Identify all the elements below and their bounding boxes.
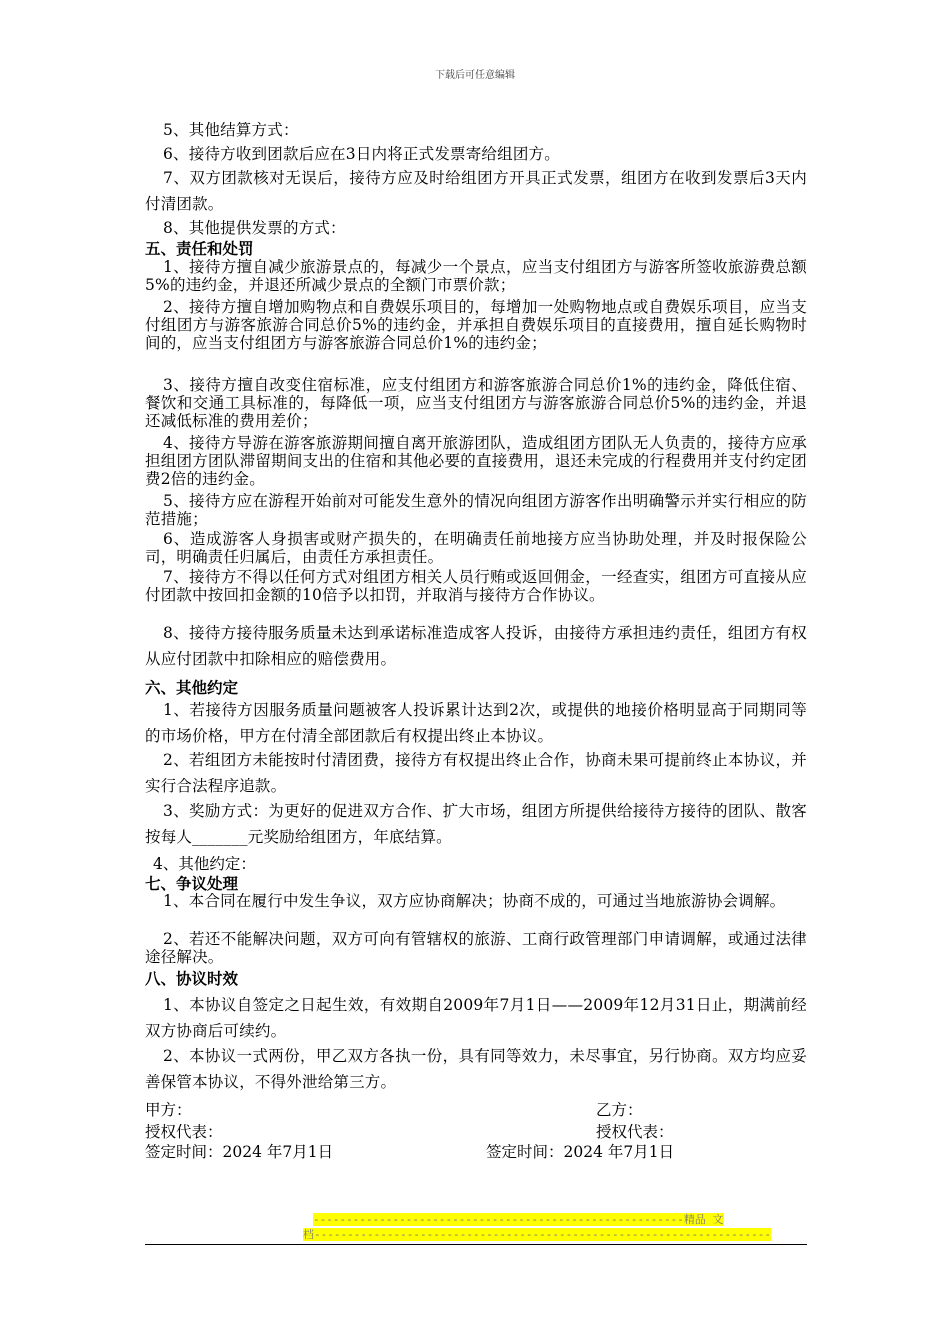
paragraph: 2、本协议一式两份，甲乙双方各执一份，具有同等效力，未尽事宜，另行协商。双方均应妥善保管本协议，不得外泄给第三方。: [145, 1047, 807, 1091]
paragraph: 2、接待方擅自增加购物点和自费娱乐项目的，每增加一处购物地点或自费娱乐项目，应当支付组团方与游客旅游合同总价5%的违约金，并承担自费娱乐项目的直接费用，擅自延长购物时间的，应当支付组团方与游客旅游合同总价1%的违约金；: [145, 298, 807, 352]
section-heading: 六、其他约定: [145, 679, 239, 697]
paragraph: 8、接待方接待服务质量未达到承诺标准造成客人投诉，由接待方承担违约责任，组团方有权从应付团款中扣除相应的赔偿费用。: [145, 624, 807, 668]
party-b-representative: 授权代表：: [596, 1123, 674, 1141]
footer-watermark-line2: 档---------------------------------------------------------------------: [303, 1228, 771, 1241]
paragraph: 5、其他结算方式：: [163, 121, 299, 139]
paragraph: 1、若接待方因服务质量问题被客人投诉累计达到2次，或提供的地接价格明显高于同期同等的市场价格，甲方在付清全部团款后有权提出终止本协议。: [145, 701, 807, 745]
paragraph: 2、若还不能解决问题，双方可向有管辖权的旅游、工商行政管理部门申请调解，或通过法律途径解决。: [145, 930, 807, 966]
paragraph: 1、本协议自签定之日起生效，有效期自2009年7月1日——2009年12月31日止，期满前经双方协商后可续约。: [145, 996, 807, 1040]
paragraph: 3、奖励方式：为更好的促进双方合作、扩大市场，组团方所提供给接待方接待的团队、散客按每人_______元奖励给组团方，年底结算。: [145, 802, 807, 846]
paragraph: 5、接待方应在游程开始前对可能发生意外的情况向组团方游客作出明确警示并实行相应的防范措施；: [145, 492, 807, 528]
paragraph: 7、双方团款核对无误后，接待方应及时给组团方开具正式发票，组团方在收到发票后3天内付清团款。: [145, 169, 807, 213]
page-header: 下载后可任意编辑: [435, 70, 515, 81]
footer-watermark-line1: --------------------------------------------------------精品 文: [313, 1213, 724, 1226]
party-b-label: 乙方：: [596, 1101, 643, 1119]
paragraph: 1、本合同在履行中发生争议，双方应协商解决；协商不成的，可通过当地旅游协会调解。: [163, 892, 786, 910]
paragraph: 6、造成游客人身损害或财产损失的，在明确责任前地接方应当协助处理，并及时报保险公司，明确责任归属后，由责任方承担责任。: [145, 530, 807, 566]
section-heading: 七、争议处理: [145, 875, 239, 893]
party-a-label: 甲方：: [145, 1101, 192, 1119]
paragraph: 6、接待方收到团款后应在3日内将正式发票寄给组团方。: [163, 145, 560, 163]
paragraph: 8、其他提供发票的方式：: [163, 219, 346, 237]
paragraph: 2、若组团方未能按时付清团费，接待方有权提出终止合作，协商未果可提前终止本协议，并实行合法程序追款。: [145, 751, 807, 795]
paragraph: 7、接待方不得以任何方式对组团方相关人员行贿或返回佣金，一经查实，组团方可直接从应付团款中按回扣金额的10倍予以扣罚，并取消与接待方合作协议。: [145, 568, 807, 604]
paragraph: 4、其他约定：: [153, 855, 256, 873]
section-heading: 八、协议时效: [145, 970, 239, 988]
paragraph: 1、接待方擅自减少旅游景点的，每减少一个景点，应当支付组团方与游客所签收旅游费总额5%的违约金，并退还所减少景点的全额门市票价款；: [145, 258, 807, 294]
party-b-sign-date: 签定时间：2024 年7月1日: [486, 1143, 675, 1161]
footer-divider: [145, 1244, 807, 1245]
paragraph: 3、接待方擅自改变住宿标准，应支付组团方和游客旅游合同总价1%的违约金，降低住宿、餐饮和交通工具标准的，每降低一项，应当支付组团方与游客旅游合同总价5%的违约金，并退还减低标准的费用差价；: [145, 376, 807, 430]
paragraph: 4、接待方导游在游客旅游期间擅自离开旅游团队，造成组团方团队无人负责的，接待方应承担组团方团队滞留期间支出的住宿和其他必要的直接费用，退还未完成的行程费用并支付约定团费2倍的违约金。: [145, 434, 807, 488]
party-a-representative: 授权代表：: [145, 1123, 223, 1141]
party-a-sign-date: 签定时间：2024 年7月1日: [145, 1143, 334, 1161]
section-heading: 五、责任和处罚: [145, 240, 254, 258]
